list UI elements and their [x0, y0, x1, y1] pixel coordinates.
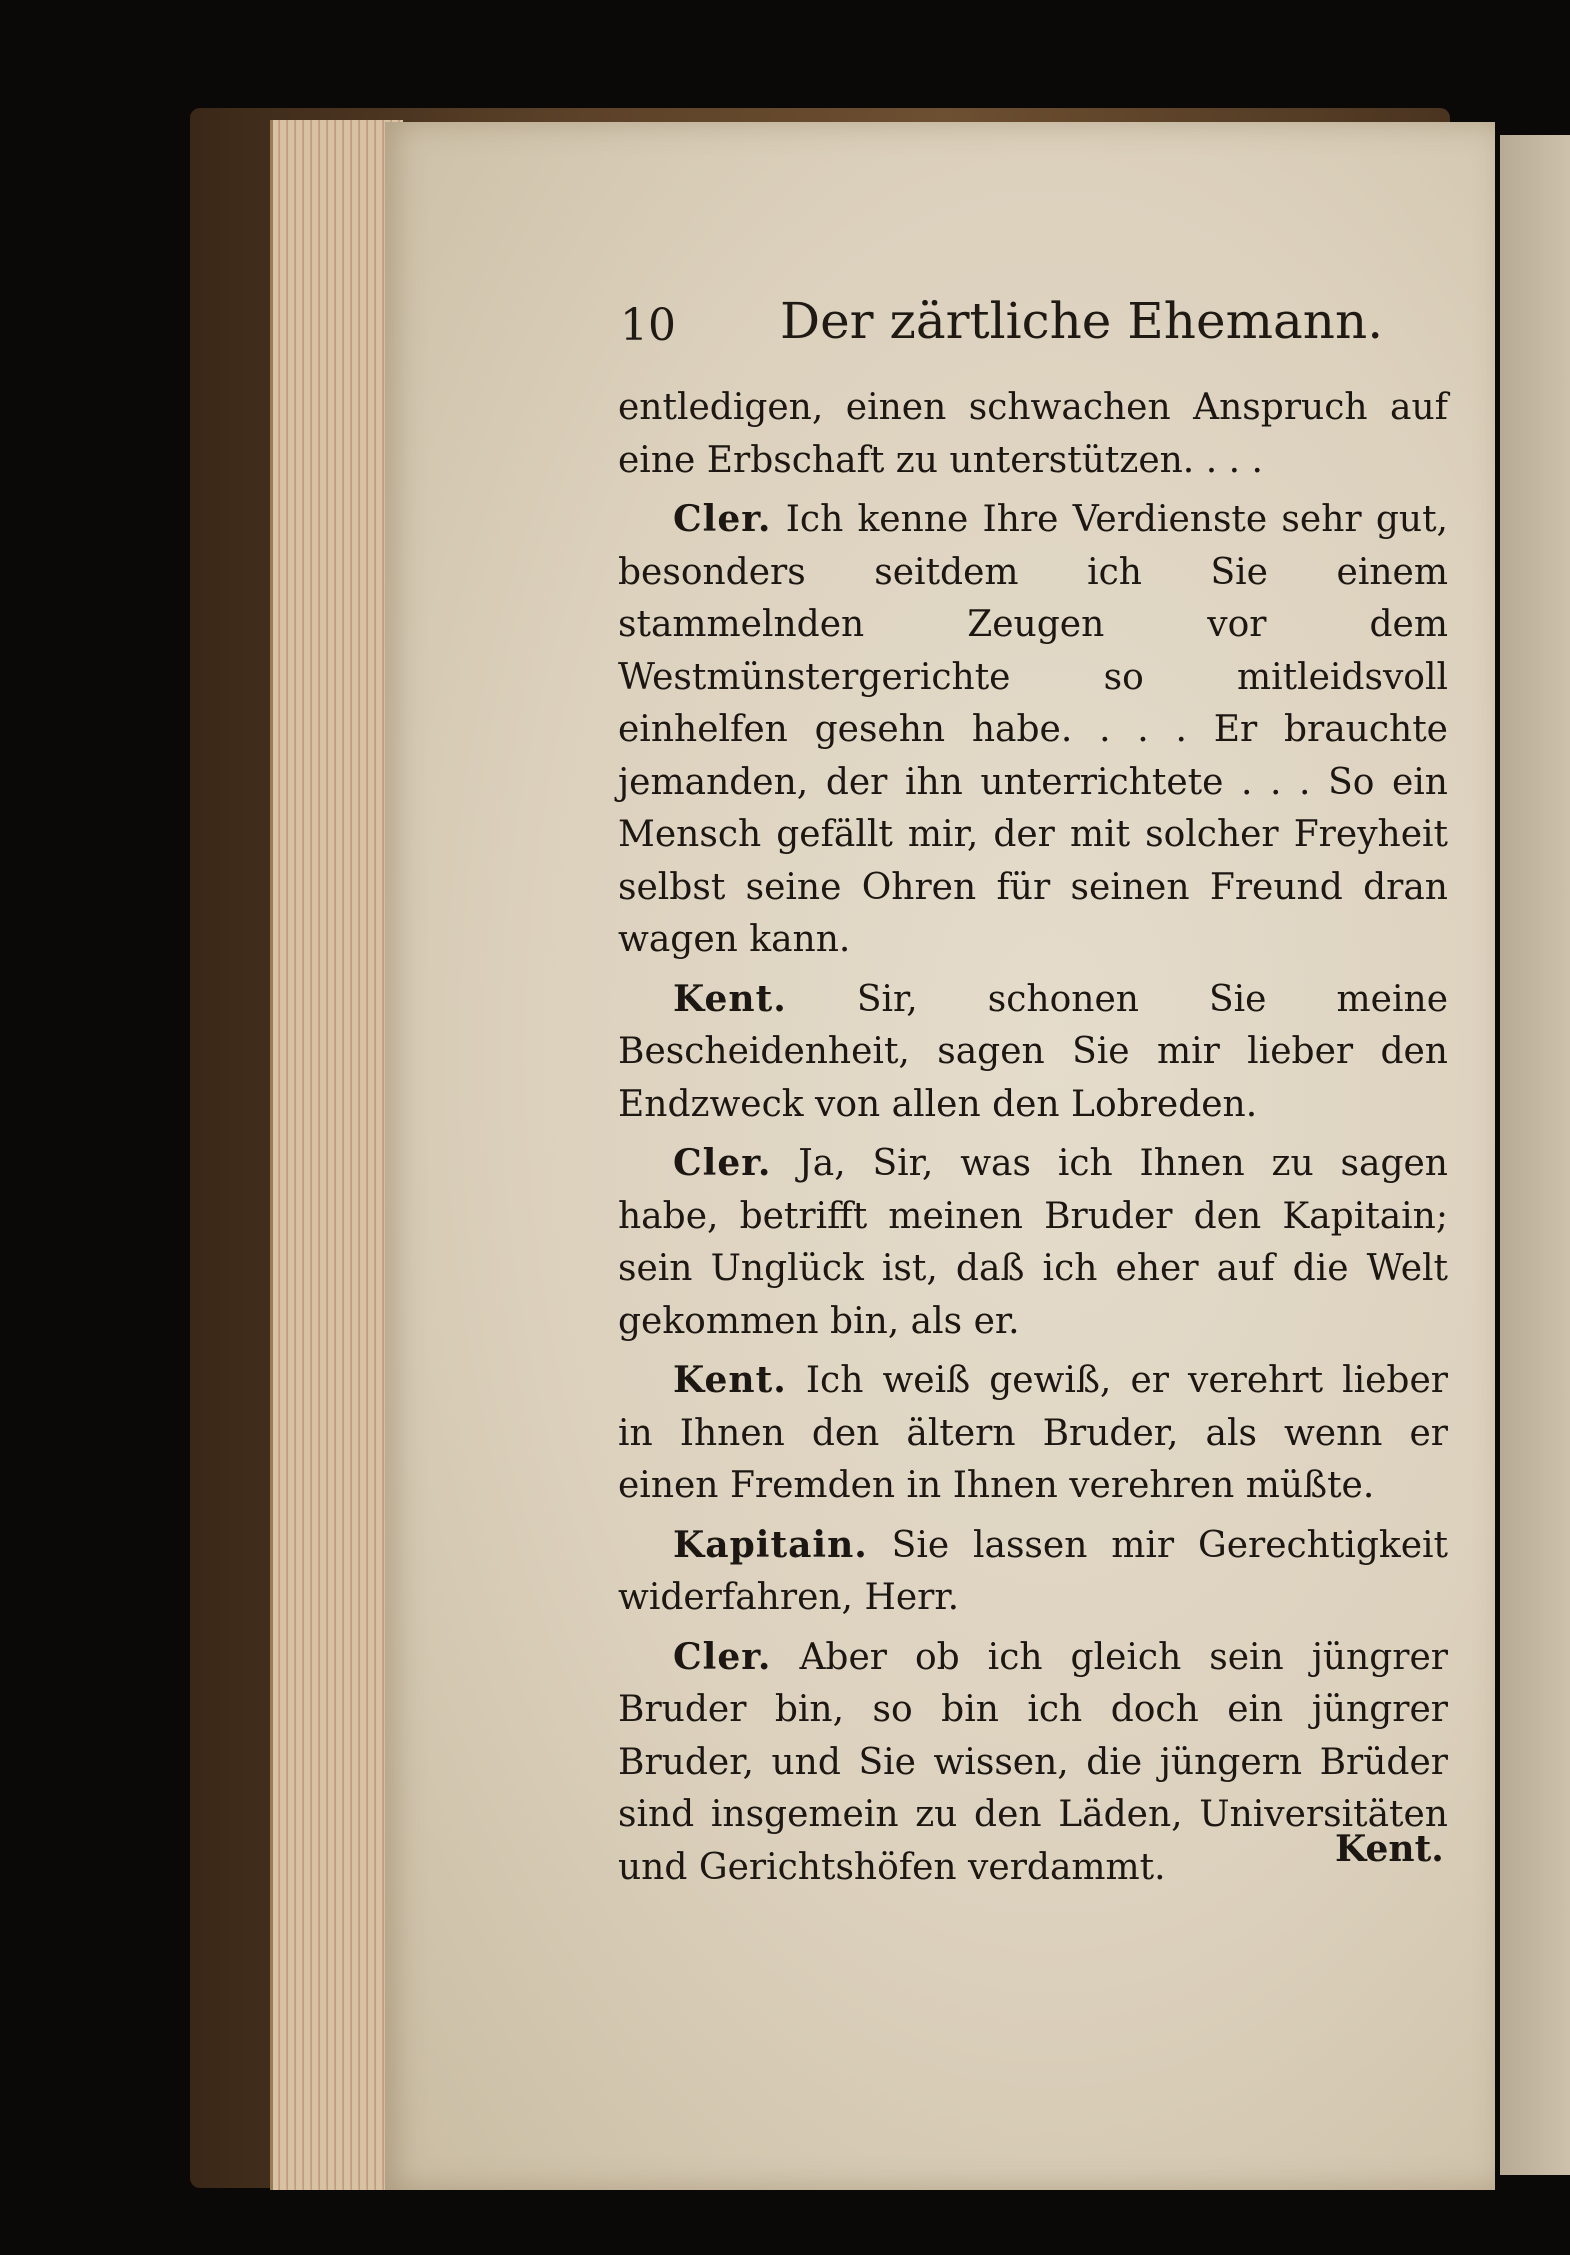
paragraph: [618, 1519, 1448, 1625]
paragraph-text: entledigen, einen schwachen Anspruch auf eine Erbschaft zu unterstützen. . . .: [618, 387, 1448, 481]
paragraph-text: Ich kenne Ihre Verdienste sehr gut, besonders seitdem ich Sie einem stammelnden Zeugen vor dem Westmünstergerichte so mitleidsvoll einhelfen gesehn habe. . . . Er brauchte jemanden, der ihn unterrichtete . . . So ein Mensch gefällt mir, der mit solcher Freyheit selbst seine Ohren für seinen Freund dran wagen kann.: [618, 499, 1448, 960]
page-edges: [270, 120, 403, 2190]
speaker-name: Kent.: [673, 977, 787, 1020]
paragraph: [618, 493, 1448, 967]
paragraph: [618, 973, 1448, 1132]
running-head: Der zärtliche Ehemann.: [780, 292, 1384, 350]
speaker-name: Kent.: [673, 1359, 787, 1401]
speaker-name: Cler.: [673, 498, 772, 540]
paragraph-text: Aber ob ich gleich sein jüngrer Bruder bin, so bin ich doch ein jüngrer Bruder, und Sie wissen, die jüngern Brüder sind insgemein zu den Läden, Universitäten und Gerichtshöfen verdammt.: [618, 1636, 1449, 1888]
speaker-name: Cler.: [673, 1142, 772, 1184]
paragraph-text: Sie lassen mir Gerechtigkeit widerfahren, Herr.: [618, 1524, 1448, 1618]
paragraph-text: Sir, schonen Sie meine Bescheidenheit, sagen Sie mir lieber den Endzweck von allen den Lobreden.: [618, 978, 1448, 1125]
page-number: 10: [620, 300, 676, 351]
facing-page-edge: [1500, 135, 1570, 2175]
paragraph: [618, 1631, 1448, 1895]
body-text: [618, 382, 1448, 1900]
catchword: Kent.: [1335, 1828, 1444, 1870]
paragraph: [618, 382, 1448, 487]
paragraph-text: Ich weiß gewiß, er verehrt lieber in Ihnen den ältern Bruder, als wenn er einen Fremden in Ihnen verehren müßte.: [618, 1360, 1448, 1506]
speaker-name: Kapitain.: [673, 1523, 868, 1566]
paragraph: [618, 1137, 1448, 1348]
paragraph: [618, 1354, 1448, 1513]
speaker-name: Cler.: [673, 1635, 772, 1678]
paragraph-text: Ja, Sir, was ich Ihnen zu sagen habe, betrifft meinen Bruder den Kapitain; sein Unglück ist, daß ich eher auf die Welt gekommen bin, als er.: [618, 1143, 1448, 1342]
